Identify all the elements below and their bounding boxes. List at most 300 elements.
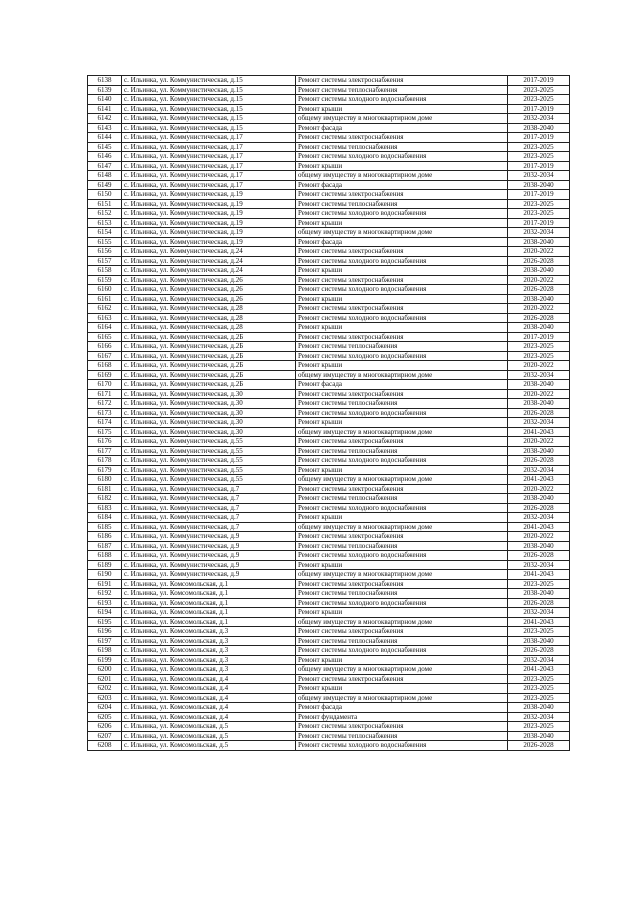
period-cell: 2038-2040 — [508, 541, 570, 551]
period-cell: 2032-2034 — [508, 171, 570, 181]
period-cell: 2017-2019 — [508, 332, 570, 342]
period-cell: 2032-2034 — [508, 560, 570, 570]
period-cell: 2041-2043 — [508, 617, 570, 627]
period-cell: 2038-2040 — [508, 399, 570, 409]
period-cell: 2023-2025 — [508, 627, 570, 637]
period-cell: 2032-2034 — [508, 513, 570, 523]
address-cell: с. Ильинка, ул. Коммунистическая, д.30 — [122, 418, 296, 428]
table-row — [88, 522, 570, 532]
address-cell: с. Ильинка, ул. Коммунистическая, д.17 — [122, 171, 296, 181]
period-cell: 2038-2040 — [508, 180, 570, 190]
table-row — [88, 114, 570, 124]
address-cell: с. Ильинка, ул. Коммунистическая, д.26 — [122, 285, 296, 295]
address-cell: с. Ильинка, ул. Комсомольская, д.3 — [122, 636, 296, 646]
row-number: 6207 — [88, 731, 122, 741]
row-number: 6180 — [88, 475, 122, 485]
row-number: 6163 — [88, 313, 122, 323]
row-number: 6165 — [88, 332, 122, 342]
work-type-cell: Ремонт крыши — [296, 560, 508, 570]
work-type-cell: Ремонт системы холодного водоснабжения — [296, 408, 508, 418]
period-cell: 2041-2043 — [508, 570, 570, 580]
period-cell: 2023-2025 — [508, 579, 570, 589]
period-cell: 2032-2034 — [508, 655, 570, 665]
period-cell: 2032-2034 — [508, 228, 570, 238]
row-number: 6144 — [88, 133, 122, 143]
work-type-cell: общему имуществу в многоквартирном доме — [296, 475, 508, 485]
address-cell: с. Ильинка, ул. Коммунистическая, д.19 — [122, 199, 296, 209]
period-cell: 2026-2028 — [508, 598, 570, 608]
period-cell: 2020-2022 — [508, 247, 570, 257]
work-type-cell: Ремонт фасада — [296, 380, 508, 390]
period-cell: 2017-2019 — [508, 133, 570, 143]
address-cell: с. Ильинка, ул. Коммунистическая, д.19 — [122, 228, 296, 238]
table-row — [88, 95, 570, 105]
period-cell: 2026-2028 — [508, 551, 570, 561]
table-row — [88, 152, 570, 162]
row-number: 6172 — [88, 399, 122, 409]
period-cell: 2041-2043 — [508, 427, 570, 437]
row-number: 6142 — [88, 114, 122, 124]
work-type-cell: Ремонт системы теплоснабжения — [296, 446, 508, 456]
table-row — [88, 494, 570, 504]
period-cell: 2026-2028 — [508, 313, 570, 323]
address-cell: с. Ильинка, ул. Коммунистическая, д.15 — [122, 104, 296, 114]
period-cell: 2032-2034 — [508, 418, 570, 428]
table-row — [88, 560, 570, 570]
address-cell: с. Ильинка, ул. Коммунистическая, д.2Б — [122, 332, 296, 342]
address-cell: с. Ильинка, ул. Коммунистическая, д.17 — [122, 142, 296, 152]
table-row — [88, 76, 570, 86]
row-number: 6147 — [88, 161, 122, 171]
row-number: 6150 — [88, 190, 122, 200]
work-type-cell: Ремонт фасада — [296, 180, 508, 190]
table-row — [88, 313, 570, 323]
address-cell: с. Ильинка, ул. Коммунистическая, д.17 — [122, 180, 296, 190]
work-type-cell: Ремонт крыши — [296, 161, 508, 171]
address-cell: с. Ильинка, ул. Комсомольская, д.4 — [122, 674, 296, 684]
row-number: 6174 — [88, 418, 122, 428]
table-row — [88, 399, 570, 409]
row-number: 6175 — [88, 427, 122, 437]
address-cell: с. Ильинка, ул. Коммунистическая, д.24 — [122, 256, 296, 266]
table-row — [88, 655, 570, 665]
period-cell: 2041-2043 — [508, 522, 570, 532]
row-number: 6140 — [88, 95, 122, 105]
table-row — [88, 427, 570, 437]
table-row — [88, 304, 570, 314]
table-row — [88, 684, 570, 694]
work-type-cell: Ремонт системы холодного водоснабжения — [296, 741, 508, 751]
address-cell: с. Ильинка, ул. Коммунистическая, д.2Б — [122, 380, 296, 390]
row-number: 6152 — [88, 209, 122, 219]
row-number: 6155 — [88, 237, 122, 247]
row-number: 6148 — [88, 171, 122, 181]
row-number: 6186 — [88, 532, 122, 542]
row-number: 6197 — [88, 636, 122, 646]
period-cell: 2020-2022 — [508, 389, 570, 399]
work-type-cell: Ремонт крыши — [296, 294, 508, 304]
period-cell: 2038-2040 — [508, 123, 570, 133]
row-number: 6158 — [88, 266, 122, 276]
row-number: 6208 — [88, 741, 122, 751]
period-cell: 2023-2025 — [508, 142, 570, 152]
address-cell: с. Ильинка, ул. Коммунистическая, д.9 — [122, 570, 296, 580]
row-number: 6199 — [88, 655, 122, 665]
table-row — [88, 237, 570, 247]
row-number: 6196 — [88, 627, 122, 637]
address-cell: с. Ильинка, ул. Коммунистическая, д.24 — [122, 266, 296, 276]
work-type-cell: общему имуществу в многоквартирном доме — [296, 693, 508, 703]
row-number: 6202 — [88, 684, 122, 694]
address-cell: с. Ильинка, ул. Комсомольская, д.4 — [122, 693, 296, 703]
work-type-cell: Ремонт системы холодного водоснабжения — [296, 503, 508, 513]
address-cell: с. Ильинка, ул. Коммунистическая, д.19 — [122, 209, 296, 219]
work-type-cell: Ремонт системы теплоснабжения — [296, 342, 508, 352]
row-number: 6185 — [88, 522, 122, 532]
work-type-cell: Ремонт системы электроснабжения — [296, 389, 508, 399]
work-type-cell: Ремонт крыши — [296, 684, 508, 694]
address-cell: с. Ильинка, ул. Коммунистическая, д.17 — [122, 161, 296, 171]
work-type-cell: Ремонт системы холодного водоснабжения — [296, 456, 508, 466]
table-row — [88, 389, 570, 399]
table-row — [88, 665, 570, 675]
table-row — [88, 218, 570, 228]
work-type-cell: Ремонт фасада — [296, 703, 508, 713]
row-number: 6195 — [88, 617, 122, 627]
table-row — [88, 370, 570, 380]
row-number: 6153 — [88, 218, 122, 228]
period-cell: 2038-2040 — [508, 731, 570, 741]
row-number: 6190 — [88, 570, 122, 580]
address-cell: с. Ильинка, ул. Коммунистическая, д.15 — [122, 123, 296, 133]
address-cell: с. Ильинка, ул. Коммунистическая, д.2Б — [122, 342, 296, 352]
address-cell: с. Ильинка, ул. Комсомольская, д.3 — [122, 665, 296, 675]
address-cell: с. Ильинка, ул. Комсомольская, д.5 — [122, 731, 296, 741]
period-cell: 2023-2025 — [508, 674, 570, 684]
row-number: 6154 — [88, 228, 122, 238]
address-cell: с. Ильинка, ул. Комсомольская, д.4 — [122, 684, 296, 694]
table-row — [88, 361, 570, 371]
row-number: 6168 — [88, 361, 122, 371]
table-row — [88, 256, 570, 266]
table-row — [88, 228, 570, 238]
work-type-cell: Ремонт системы теплоснабжения — [296, 636, 508, 646]
table-row — [88, 351, 570, 361]
table-row — [88, 190, 570, 200]
table-row — [88, 380, 570, 390]
address-cell: с. Ильинка, ул. Коммунистическая, д.19 — [122, 218, 296, 228]
period-cell: 2038-2040 — [508, 323, 570, 333]
work-type-cell: общему имуществу в многоквартирном доме — [296, 171, 508, 181]
row-number: 6146 — [88, 152, 122, 162]
work-type-cell: Ремонт системы теплоснабжения — [296, 85, 508, 95]
period-cell: 2038-2040 — [508, 446, 570, 456]
table-row — [88, 541, 570, 551]
address-cell: с. Ильинка, ул. Коммунистическая, д.30 — [122, 408, 296, 418]
table-row — [88, 503, 570, 513]
period-cell: 2023-2025 — [508, 342, 570, 352]
address-cell: с. Ильинка, ул. Коммунистическая, д.7 — [122, 522, 296, 532]
row-number: 6161 — [88, 294, 122, 304]
table-row — [88, 598, 570, 608]
row-number: 6205 — [88, 712, 122, 722]
work-type-cell: Ремонт системы электроснабжения — [296, 627, 508, 637]
row-number: 6191 — [88, 579, 122, 589]
table-row — [88, 693, 570, 703]
work-type-cell: Ремонт системы холодного водоснабжения — [296, 551, 508, 561]
period-cell: 2020-2022 — [508, 484, 570, 494]
work-type-cell: Ремонт системы теплоснабжения — [296, 494, 508, 504]
row-number: 6189 — [88, 560, 122, 570]
row-number: 6204 — [88, 703, 122, 713]
period-cell: 2023-2025 — [508, 95, 570, 105]
address-cell: с. Ильинка, ул. Комсомольская, д.3 — [122, 646, 296, 656]
period-cell: 2038-2040 — [508, 294, 570, 304]
repair-schedule-table — [87, 75, 570, 751]
table-row — [88, 703, 570, 713]
period-cell: 2023-2025 — [508, 351, 570, 361]
table-row — [88, 142, 570, 152]
work-type-cell: Ремонт крыши — [296, 418, 508, 428]
table-row — [88, 199, 570, 209]
address-cell: с. Ильинка, ул. Комсомольская, д.3 — [122, 627, 296, 637]
table-row — [88, 589, 570, 599]
address-cell: с. Ильинка, ул. Коммунистическая, д.15 — [122, 85, 296, 95]
period-cell: 2020-2022 — [508, 275, 570, 285]
table-row — [88, 741, 570, 751]
period-cell: 2038-2040 — [508, 266, 570, 276]
row-number: 6179 — [88, 465, 122, 475]
address-cell: с. Ильинка, ул. Коммунистическая, д.55 — [122, 437, 296, 447]
table-row — [88, 408, 570, 418]
address-cell: с. Ильинка, ул. Коммунистическая, д.19 — [122, 237, 296, 247]
work-type-cell: Ремонт системы теплоснабжения — [296, 142, 508, 152]
row-number: 6170 — [88, 380, 122, 390]
period-cell: 2038-2040 — [508, 380, 570, 390]
work-type-cell: Ремонт системы электроснабжения — [296, 76, 508, 86]
table-row — [88, 123, 570, 133]
period-cell: 2032-2034 — [508, 712, 570, 722]
work-type-cell: Ремонт фундамента — [296, 712, 508, 722]
table-row — [88, 285, 570, 295]
table-row — [88, 731, 570, 741]
address-cell: с. Ильинка, ул. Коммунистическая, д.30 — [122, 427, 296, 437]
row-number: 6177 — [88, 446, 122, 456]
row-number: 6149 — [88, 180, 122, 190]
period-cell: 2032-2034 — [508, 465, 570, 475]
period-cell: 2032-2034 — [508, 608, 570, 618]
table-row — [88, 342, 570, 352]
row-number: 6178 — [88, 456, 122, 466]
work-type-cell: Ремонт системы электроснабжения — [296, 133, 508, 143]
table-row — [88, 85, 570, 95]
work-type-cell: Ремонт системы электроснабжения — [296, 437, 508, 447]
address-cell: с. Ильинка, ул. Коммунистическая, д.28 — [122, 313, 296, 323]
address-cell: с. Ильинка, ул. Коммунистическая, д.2Б — [122, 351, 296, 361]
table-body — [88, 76, 570, 751]
work-type-cell: Ремонт системы холодного водоснабжения — [296, 95, 508, 105]
address-cell: с. Ильинка, ул. Комсомольская, д.1 — [122, 608, 296, 618]
period-cell: 2041-2043 — [508, 665, 570, 675]
address-cell: с. Ильинка, ул. Коммунистическая, д.26 — [122, 294, 296, 304]
period-cell: 2017-2019 — [508, 190, 570, 200]
work-type-cell: Ремонт системы электроснабжения — [296, 190, 508, 200]
row-number: 6164 — [88, 323, 122, 333]
work-type-cell: общему имуществу в многоквартирном доме — [296, 522, 508, 532]
work-type-cell: Ремонт системы холодного водоснабжения — [296, 285, 508, 295]
period-cell: 2026-2028 — [508, 503, 570, 513]
address-cell: с. Ильинка, ул. Коммунистическая, д.15 — [122, 95, 296, 105]
work-type-cell: Ремонт фасада — [296, 237, 508, 247]
period-cell: 2032-2034 — [508, 370, 570, 380]
address-cell: с. Ильинка, ул. Коммунистическая, д.7 — [122, 503, 296, 513]
table-row — [88, 551, 570, 561]
address-cell: с. Ильинка, ул. Коммунистическая, д.28 — [122, 323, 296, 333]
period-cell: 2020-2022 — [508, 532, 570, 542]
address-cell: с. Ильинка, ул. Коммунистическая, д.28 — [122, 304, 296, 314]
row-number: 6138 — [88, 76, 122, 86]
table-row — [88, 484, 570, 494]
address-cell: с. Ильинка, ул. Коммунистическая, д.7 — [122, 513, 296, 523]
work-type-cell: общему имуществу в многоквартирном доме — [296, 370, 508, 380]
row-number: 6198 — [88, 646, 122, 656]
period-cell: 2038-2040 — [508, 237, 570, 247]
period-cell: 2023-2025 — [508, 152, 570, 162]
row-number: 6159 — [88, 275, 122, 285]
period-cell: 2017-2019 — [508, 218, 570, 228]
table-row — [88, 332, 570, 342]
work-type-cell: Ремонт системы холодного водоснабжения — [296, 598, 508, 608]
work-type-cell: Ремонт системы холодного водоснабжения — [296, 646, 508, 656]
work-type-cell: Ремонт крыши — [296, 513, 508, 523]
row-number: 6151 — [88, 199, 122, 209]
row-number: 6182 — [88, 494, 122, 504]
work-type-cell: Ремонт системы холодного водоснабжения — [296, 209, 508, 219]
work-type-cell: Ремонт крыши — [296, 323, 508, 333]
row-number: 6188 — [88, 551, 122, 561]
table-row — [88, 171, 570, 181]
table-row — [88, 636, 570, 646]
row-number: 6167 — [88, 351, 122, 361]
work-type-cell: общему имуществу в многоквартирном доме — [296, 427, 508, 437]
table-row — [88, 627, 570, 637]
period-cell: 2038-2040 — [508, 589, 570, 599]
row-number: 6203 — [88, 693, 122, 703]
work-type-cell: Ремонт системы электроснабжения — [296, 304, 508, 314]
address-cell: с. Ильинка, ул. Коммунистическая, д.26 — [122, 275, 296, 285]
table-row — [88, 579, 570, 589]
address-cell: с. Ильинка, ул. Комсомольская, д.4 — [122, 703, 296, 713]
row-number: 6181 — [88, 484, 122, 494]
work-type-cell: общему имуществу в многоквартирном доме — [296, 228, 508, 238]
work-type-cell: общему имуществу в многоквартирном доме — [296, 617, 508, 627]
table-row — [88, 323, 570, 333]
address-cell: с. Ильинка, ул. Коммунистическая, д.17 — [122, 133, 296, 143]
row-number: 6169 — [88, 370, 122, 380]
work-type-cell: Ремонт системы электроснабжения — [296, 579, 508, 589]
row-number: 6187 — [88, 541, 122, 551]
work-type-cell: Ремонт системы теплоснабжения — [296, 731, 508, 741]
work-type-cell: общему имуществу в многоквартирном доме — [296, 570, 508, 580]
address-cell: с. Ильинка, ул. Коммунистическая, д.55 — [122, 465, 296, 475]
address-cell: с. Ильинка, ул. Коммунистическая, д.19 — [122, 190, 296, 200]
row-number: 6206 — [88, 722, 122, 732]
work-type-cell: Ремонт системы холодного водоснабжения — [296, 351, 508, 361]
work-type-cell: Ремонт крыши — [296, 266, 508, 276]
table-row — [88, 617, 570, 627]
period-cell: 2017-2019 — [508, 104, 570, 114]
period-cell: 2023-2025 — [508, 684, 570, 694]
work-type-cell: Ремонт системы электроснабжения — [296, 532, 508, 542]
row-number: 6201 — [88, 674, 122, 684]
work-type-cell: Ремонт системы холодного водоснабжения — [296, 152, 508, 162]
period-cell: 2017-2019 — [508, 161, 570, 171]
period-cell: 2026-2028 — [508, 741, 570, 751]
address-cell: с. Ильинка, ул. Комсомольская, д.5 — [122, 741, 296, 751]
work-type-cell: Ремонт системы электроснабжения — [296, 674, 508, 684]
work-type-cell: Ремонт системы электроснабжения — [296, 722, 508, 732]
address-cell: с. Ильинка, ул. Коммунистическая, д.55 — [122, 446, 296, 456]
row-number: 6139 — [88, 85, 122, 95]
period-cell: 2023-2025 — [508, 209, 570, 219]
work-type-cell: Ремонт системы теплоснабжения — [296, 589, 508, 599]
table-row — [88, 161, 570, 171]
address-cell: с. Ильинка, ул. Коммунистическая, д.9 — [122, 551, 296, 561]
table-row — [88, 266, 570, 276]
row-number: 6157 — [88, 256, 122, 266]
period-cell: 2023-2025 — [508, 722, 570, 732]
row-number: 6173 — [88, 408, 122, 418]
table-row — [88, 446, 570, 456]
table-row — [88, 722, 570, 732]
row-number: 6166 — [88, 342, 122, 352]
table-row — [88, 247, 570, 257]
table-row — [88, 646, 570, 656]
work-type-cell: Ремонт крыши — [296, 465, 508, 475]
table-row — [88, 294, 570, 304]
address-cell: с. Ильинка, ул. Коммунистическая, д.30 — [122, 389, 296, 399]
table-row — [88, 465, 570, 475]
table-row — [88, 209, 570, 219]
work-type-cell: Ремонт системы электроснабжения — [296, 332, 508, 342]
work-type-cell: Ремонт крыши — [296, 218, 508, 228]
work-type-cell: Ремонт крыши — [296, 104, 508, 114]
period-cell: 2038-2040 — [508, 703, 570, 713]
row-number: 6176 — [88, 437, 122, 447]
table-row — [88, 532, 570, 542]
work-type-cell: Ремонт крыши — [296, 655, 508, 665]
period-cell: 2020-2022 — [508, 361, 570, 371]
address-cell: с. Ильинка, ул. Коммунистическая, д.55 — [122, 456, 296, 466]
period-cell: 2023-2025 — [508, 85, 570, 95]
work-type-cell: общему имуществу в многоквартирном доме — [296, 665, 508, 675]
table-row — [88, 275, 570, 285]
address-cell: с. Ильинка, ул. Коммунистическая, д.9 — [122, 560, 296, 570]
address-cell: с. Ильинка, ул. Комсомольская, д.1 — [122, 598, 296, 608]
address-cell: с. Ильинка, ул. Коммунистическая, д.55 — [122, 475, 296, 485]
row-number: 6192 — [88, 589, 122, 599]
address-cell: с. Ильинка, ул. Комсомольская, д.4 — [122, 712, 296, 722]
table-row — [88, 608, 570, 618]
row-number: 6183 — [88, 503, 122, 513]
period-cell: 2038-2040 — [508, 636, 570, 646]
period-cell: 2026-2028 — [508, 285, 570, 295]
row-number: 6156 — [88, 247, 122, 257]
address-cell: с. Ильинка, ул. Коммунистическая, д.30 — [122, 399, 296, 409]
table-row — [88, 712, 570, 722]
row-number: 6194 — [88, 608, 122, 618]
row-number: 6171 — [88, 389, 122, 399]
